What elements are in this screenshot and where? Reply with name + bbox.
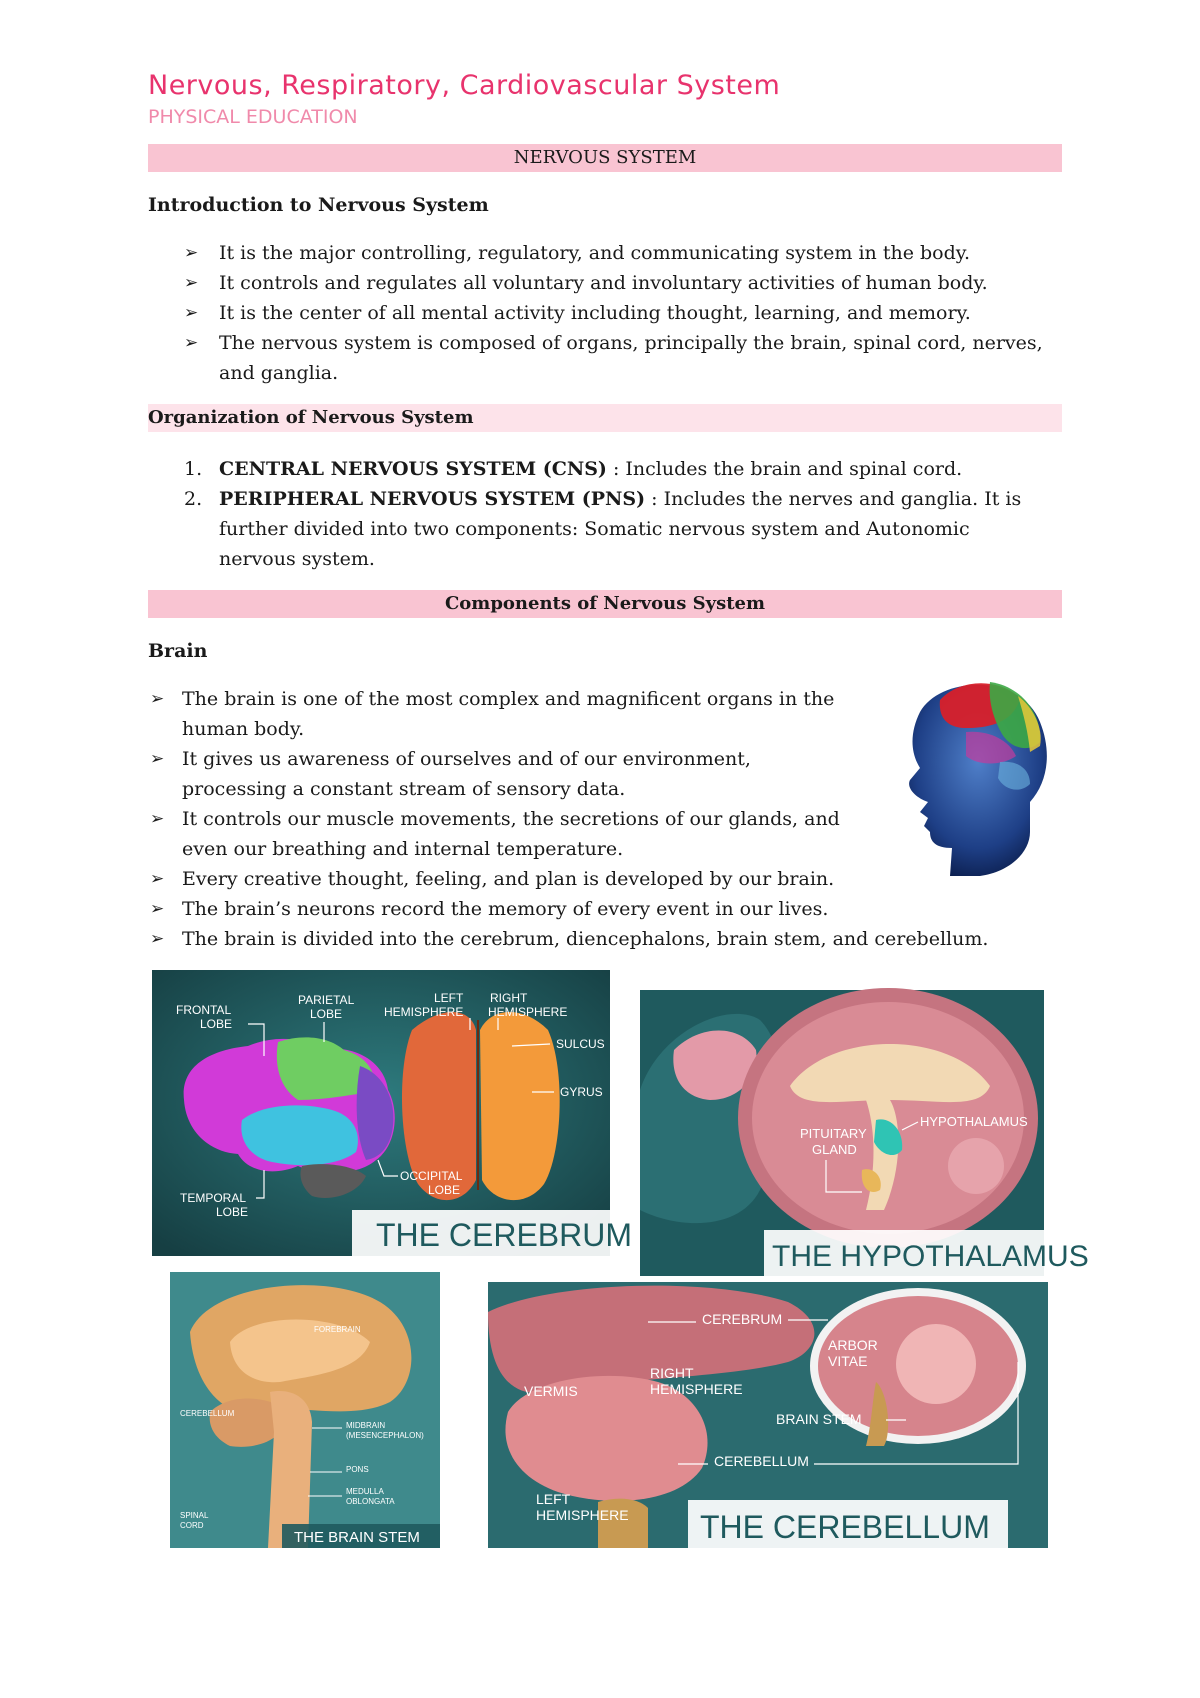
cerebrum-caption: THE CEREBRUM: [376, 1217, 633, 1253]
intro-bullet-list: [148, 238, 1062, 388]
cerebellum-label: CEREBELLUM: [714, 1453, 809, 1469]
cerebrum-label: RIGHT: [490, 991, 528, 1005]
brain-stem-label: CORD: [180, 1521, 204, 1530]
cerebrum-label: LOBE: [310, 1007, 343, 1021]
brain-stem-caption: THE BRAIN STEM: [294, 1529, 420, 1546]
list-item: ➢ It is the major controlling, regulatory, and communicating system in the body.: [148, 238, 1062, 268]
cerebellum-label: RIGHT: [650, 1365, 694, 1381]
hypothalamus-caption: THE HYPOTHALAMUS: [772, 1240, 1089, 1273]
brain-stem-label: (MESENCEPHALON): [346, 1431, 424, 1440]
list-item: ➢ It gives us awareness of ourselves and of our environment, processing a constant stream of sensory data.: [148, 744, 1058, 804]
list-item: ➢ It controls our muscle movements, the secretions of our glands, and even our breathing and internal temperature.: [148, 804, 1058, 864]
intro-heading: Introduction to Nervous System: [148, 194, 489, 216]
list-text-continuation: further divided into two components: Somatic nervous system and Autonomic: [219, 518, 970, 540]
cerebellum-caption: THE CEREBELLUM: [700, 1509, 990, 1545]
cerebellum-label: HEMISPHERE: [650, 1381, 743, 1397]
document-subtitle: PHYSICAL EDUCATION: [148, 106, 358, 128]
list-item: ➢ It is the center of all mental activity including thought, learning, and memory.: [148, 298, 1062, 328]
brain-stem-label: OBLONGATA: [346, 1497, 395, 1506]
cerebellum-label: VERMIS: [524, 1383, 578, 1399]
hypothalamus-label: GLAND: [812, 1142, 857, 1157]
cerebrum-label: SULCUS: [556, 1037, 605, 1051]
brain-stem-label: MIDBRAIN: [346, 1421, 386, 1430]
brain-stem-label: MEDULLA: [346, 1487, 384, 1496]
arrowhead-bullet-icon: ➢: [150, 809, 165, 829]
list-text-continuation: nervous system.: [219, 548, 375, 570]
document-title: Nervous, Respiratory, Cardiovascular System: [148, 70, 781, 101]
arrowhead-bullet-icon: ➢: [150, 689, 165, 709]
org-heading: Organization of Nervous System: [148, 407, 474, 428]
cerebrum-label: TEMPORAL: [180, 1191, 247, 1205]
cerebellum-label: ARBOR: [828, 1337, 878, 1353]
cerebellum-label: BRAIN STEM: [776, 1411, 862, 1427]
brain-stem-label: CEREBELLUM: [180, 1409, 235, 1418]
cerebrum-label: FRONTAL: [176, 1003, 232, 1017]
cerebellum-label: LEFT: [536, 1491, 571, 1507]
section-bar-nervous-system: NERVOUS SYSTEM: [148, 144, 1062, 172]
head-brain-illustration: [880, 672, 1054, 878]
section-bar-components: Components of Nervous System: [148, 590, 1062, 618]
list-item: ➢ The brain is divided into the cerebrum, diencephalons, brain stem, and cerebellum.: [148, 924, 1058, 954]
arrowhead-bullet-icon: ➢: [184, 243, 199, 263]
list-term: PERIPHERAL NERVOUS SYSTEM (PNS): [219, 488, 646, 510]
brain-stem-figure: [170, 1272, 440, 1548]
brain-stem-label: FOREBRAIN: [314, 1325, 361, 1334]
arrowhead-bullet-icon: ➢: [184, 333, 199, 353]
list-item: ➢ It controls and regulates all voluntary and involuntary activities of human body.: [148, 268, 1062, 298]
list-item: [148, 454, 1062, 484]
cerebellum-figure: [488, 1282, 1048, 1548]
arrowhead-bullet-icon: ➢: [150, 929, 165, 949]
arrowhead-bullet-icon: ➢: [184, 303, 199, 323]
list-number: 1.: [184, 458, 203, 480]
list-item-continuation: and ganglia.: [219, 362, 339, 384]
arrowhead-bullet-icon: ➢: [184, 273, 199, 293]
brain-stem-label: SPINAL: [180, 1511, 209, 1520]
list-item: ➢ The brain’s neurons record the memory of every event in our lives.: [148, 894, 1058, 924]
list-text: : Includes the nerves and ganglia. It is: [645, 488, 1022, 510]
list-text: : Includes the brain and spinal cord.: [606, 458, 963, 480]
cerebellum-label: CEREBRUM: [702, 1311, 783, 1327]
cerebellum-label: VITAE: [828, 1353, 868, 1369]
cerebrum-label: LOBE: [216, 1205, 249, 1219]
list-item: ➢ The nervous system is composed of organs, principally the brain, spinal cord, nerves,: [148, 328, 1062, 358]
arrowhead-bullet-icon: ➢: [150, 749, 165, 769]
arrowhead-bullet-icon: ➢: [150, 869, 165, 889]
brain-stem-label: PONS: [346, 1465, 369, 1474]
list-item: ➢ The brain is one of the most complex and magnificent organs in the human body.: [148, 684, 1058, 744]
list-item: [148, 484, 1062, 574]
list-item: ➢ Every creative thought, feeling, and plan is developed by our brain.: [148, 864, 1058, 894]
hypothalamus-label: PITUITARY: [800, 1126, 867, 1141]
list-term: CENTRAL NERVOUS SYSTEM (CNS): [219, 458, 607, 480]
brain-heading: Brain: [148, 640, 208, 662]
org-numbered-list: [148, 454, 1062, 574]
cerebrum-figure: [152, 970, 633, 1256]
cerebellum-label: HEMISPHERE: [536, 1507, 629, 1523]
cerebrum-label: LOBE: [428, 1183, 461, 1197]
cerebrum-label: HEMISPHERE: [384, 1005, 464, 1019]
cerebrum-label: HEMISPHERE: [488, 1005, 568, 1019]
hypothalamus-figure: [640, 990, 1089, 1276]
hypothalamus-label: HYPOTHALAMUS: [920, 1114, 1028, 1129]
cerebrum-label: LEFT: [434, 991, 464, 1005]
arrowhead-bullet-icon: ➢: [150, 899, 165, 919]
list-number: 2.: [184, 488, 203, 510]
org-heading-bar: [148, 404, 1062, 432]
cerebrum-label: OCCIPITAL: [400, 1169, 463, 1183]
cerebrum-label: GYRUS: [560, 1085, 603, 1099]
cerebrum-label: PARIETAL: [298, 993, 355, 1007]
cerebrum-label: LOBE: [200, 1017, 233, 1031]
